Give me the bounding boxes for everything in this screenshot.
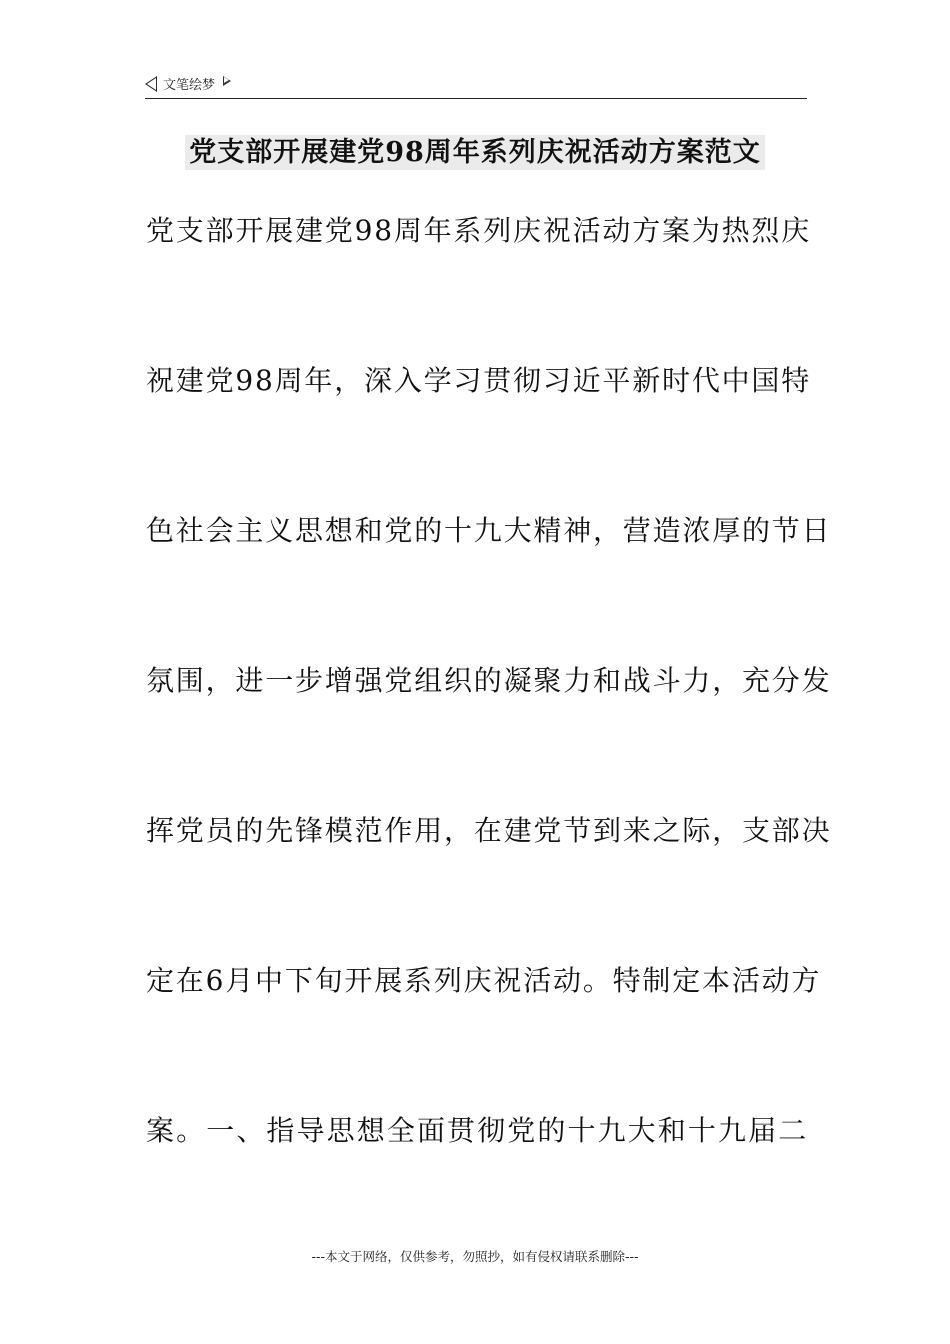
body-line: 案。一、指导思想全面贯彻党的十九大和十九届二 bbox=[146, 1114, 808, 1147]
body-line: 祝建党98周年，深入学习贯彻习近平新时代中国特 bbox=[146, 364, 812, 397]
document-body bbox=[146, 156, 832, 1206]
body-line: 氛围，进一步增强党组织的凝聚力和战斗力，充分发 bbox=[146, 664, 832, 697]
body-line: 党支部开展建党98周年系列庆祝活动方案为热烈庆 bbox=[146, 214, 812, 247]
body-line: 定在6月中下旬开展系列庆祝活动。特制定本活动方 bbox=[146, 964, 822, 997]
document-title: 党支部开展建党98周年系列庆祝活动方案范文 bbox=[185, 135, 765, 170]
footer-notice: ---本文于网络，仅供参考，勿照抄，如有侵权请联系删除--- bbox=[311, 1249, 639, 1264]
header-brand: 文笔绘梦 bbox=[163, 78, 216, 93]
header-brand-group bbox=[145, 74, 231, 93]
page-footer bbox=[0, 1247, 950, 1265]
page-header bbox=[145, 72, 807, 99]
body-line: 挥党员的先锋模范作用，在建党节到来之际，支部决 bbox=[146, 814, 832, 847]
triangle-left-icon bbox=[145, 76, 157, 92]
triangle-right-icon bbox=[223, 76, 231, 86]
body-line: 色社会主义思想和党的十九大精神，营造浓厚的节日 bbox=[146, 514, 832, 547]
